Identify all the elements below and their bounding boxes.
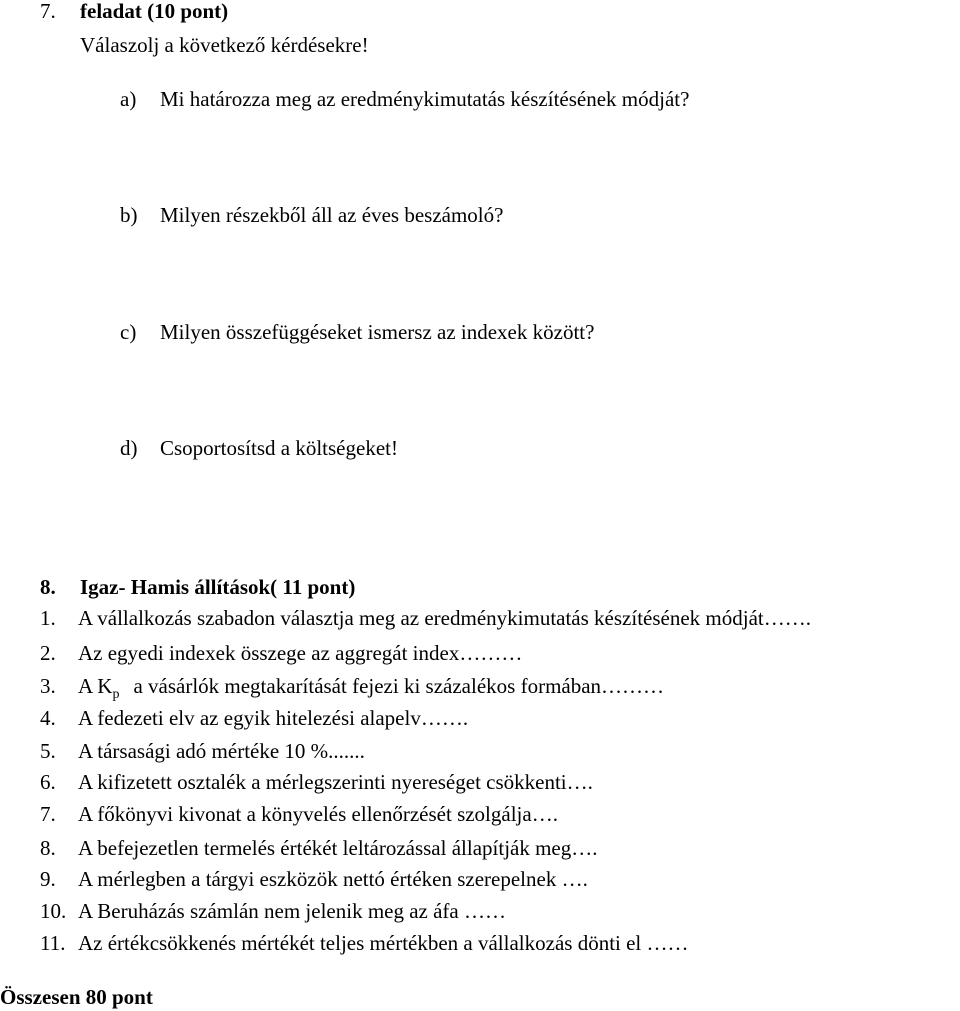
task7-instruction: Válaszolj a következő kérdésekre! [80, 33, 369, 57]
question-text: Csoportosítsd a költségeket! [160, 436, 398, 460]
statement-text-after: a vásárlók megtakarítását fejezi ki százalékos formában……… [133, 674, 665, 698]
task7-heading [40, 0, 228, 23]
statement-2 [40, 641, 522, 665]
statement-4 [40, 706, 468, 730]
statement-8 [40, 836, 598, 860]
question-a [120, 87, 689, 111]
total-points: Összesen 80 pont [0, 985, 153, 1009]
statement-text: Az értékcsökkenés mértékét teljes mértékben a vállalkozás dönti el …… [78, 931, 689, 955]
question-d [120, 436, 398, 460]
statement-text: A vállalkozás szabadon választja meg az eredménykimutatás készítésének módját……. [78, 606, 811, 630]
statement-10 [40, 899, 506, 923]
statement-number: 10. [40, 899, 67, 923]
statement-subscript: p [112, 687, 120, 702]
question-text: Mi határozza meg az eredménykimutatás készítésének módját? [160, 87, 690, 111]
statement-number: 11. [40, 931, 66, 955]
statement-9 [40, 867, 588, 891]
statement-text: Az egyedi indexek összege az aggregát index……… [78, 641, 523, 665]
statement-text-before: A K [78, 674, 113, 698]
question-label: d) [120, 436, 138, 460]
task7-number: 7. [40, 0, 56, 23]
question-label: c) [120, 320, 137, 344]
statement-text: A társasági adó mértéke 10 %....... [78, 739, 365, 763]
statement-number: 3. [40, 674, 56, 698]
question-c [120, 320, 594, 344]
statement-number: 6. [40, 770, 56, 794]
statement-number: 4. [40, 706, 56, 730]
statement-number: 2. [40, 641, 56, 665]
question-label: b) [120, 203, 138, 227]
statement-11 [40, 931, 689, 955]
statement-number: 8. [40, 836, 56, 860]
statement-number: 1. [40, 606, 56, 630]
statement-6 [40, 770, 593, 794]
question-text: Milyen részekből áll az éves beszámoló? [160, 203, 504, 227]
statement-number: 9. [40, 867, 56, 891]
task7-title: feladat (10 pont) [80, 0, 229, 23]
statement-number: 5. [40, 739, 56, 763]
statement-text: A főkönyvi kivonat a könyvelés ellenőrzését szolgálja…. [78, 802, 558, 826]
question-b [120, 203, 503, 227]
question-text: Milyen összefüggéseket ismersz az indexek között? [160, 320, 595, 344]
statement-number: 7. [40, 802, 56, 826]
statement-text: A befejezetlen termelés értékét leltározással állapítják meg…. [78, 836, 598, 860]
statement-text: A mérlegben a tárgyi eszközök nettó értéken szerepelnek …. [78, 867, 588, 891]
statement-text: A fedezeti elv az egyik hitelezési alapelv……. [78, 706, 469, 730]
task8-title: Igaz- Hamis állítások( 11 pont) [80, 575, 356, 599]
statement-5 [40, 739, 365, 763]
task8-number: 8. [40, 575, 56, 599]
statement-1 [40, 606, 811, 630]
statement-7 [40, 802, 558, 826]
task8-heading [40, 575, 355, 599]
statement-text: A Beruházás számlán nem jelenik meg az áfa …… [78, 899, 506, 923]
statement-text: A kifizetett osztalék a mérlegszerinti nyereséget csökkenti…. [78, 770, 593, 794]
question-label: a) [120, 87, 137, 111]
statement-3 [40, 674, 664, 703]
